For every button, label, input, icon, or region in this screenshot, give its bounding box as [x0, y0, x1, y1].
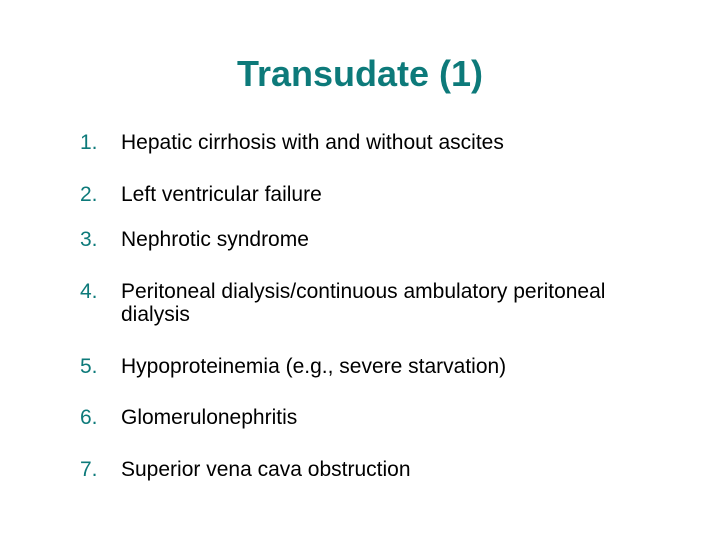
- list-item-text: Glomerulonephritis: [121, 406, 298, 429]
- list-item-text: Left ventricular failure: [121, 183, 322, 206]
- list-item: [80, 131, 640, 154]
- list-item-text: Peritoneal dialysis/continuous ambulatory peritoneal dialysis: [121, 280, 606, 326]
- list-item-number: 1.: [80, 131, 98, 154]
- slide-title: Transudate (1): [236, 53, 484, 94]
- list-item: [80, 183, 640, 206]
- list-item-number: 6.: [80, 406, 98, 429]
- list-item-number: 7.: [80, 458, 98, 481]
- list-item-number: 3.: [80, 228, 98, 251]
- list-item: [80, 280, 640, 326]
- list-item-text: Hepatic cirrhosis with and without ascites: [121, 131, 504, 154]
- list-item-number: 2.: [80, 183, 98, 206]
- list-item: [80, 355, 640, 378]
- list-item: [80, 458, 640, 481]
- list-item: [80, 228, 640, 251]
- list-item-number: 4.: [80, 280, 98, 303]
- list-item: [80, 406, 640, 429]
- list-item-number: 5.: [80, 355, 98, 378]
- list-item-text: Superior vena cava obstruction: [121, 458, 411, 481]
- list-item-text: Nephrotic syndrome: [121, 228, 309, 251]
- list-item-text: Hypoproteinemia (e.g., severe starvation): [121, 355, 507, 378]
